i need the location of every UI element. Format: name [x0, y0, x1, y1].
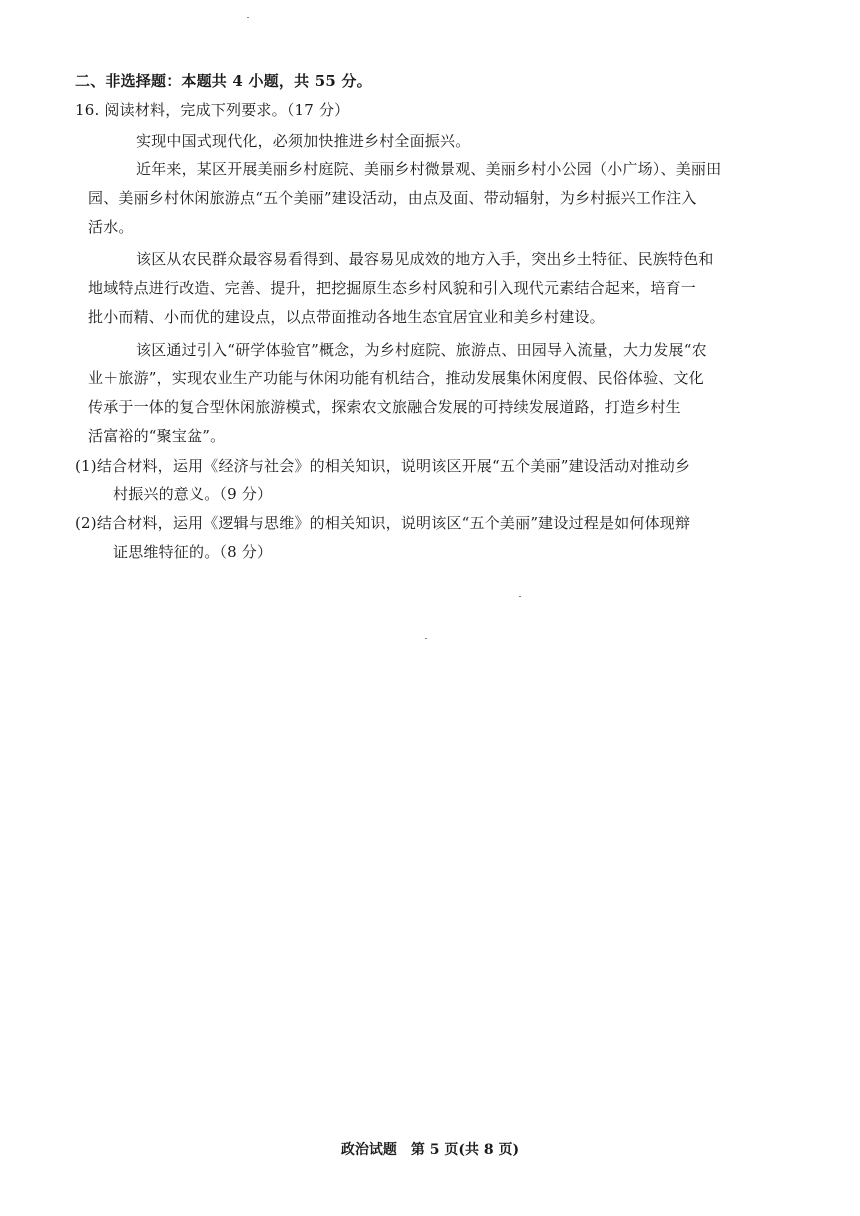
- page-footer: 政治试题 第 5 页(共 8 页): [340, 1142, 520, 1158]
- scan-speck: [519, 596, 521, 597]
- material-paragraph-3-line-2: 地域特点进行改造、完善、提升，把挖掘原生态乡村风貌和引入现代元素结合起来，培育一: [88, 279, 697, 297]
- section-heading: 二、非选择题：本题共 4 小题，共 55 分。: [75, 72, 372, 90]
- material-paragraph-4-line-3: 传承于一体的复合型休闲旅游模式，探索农文旅融合发展的可持续发展道路，打造乡村生: [88, 398, 681, 416]
- sub-question-2-line-2: 证思维特征的。（8 分）: [113, 543, 273, 561]
- scan-speck: [425, 638, 427, 639]
- scan-speck: [247, 17, 249, 18]
- material-paragraph-4-line-4: 活富裕的“聚宝盆”。: [88, 427, 226, 445]
- material-paragraph-2-line-1: 近年来，某区开展美丽乡村庭院、美丽乡村微景观、美丽乡村小公园（小广场）、美丽田: [136, 160, 722, 178]
- material-paragraph-1: 实现中国式现代化，必须加快推进乡村全面振兴。: [136, 132, 471, 150]
- sub-question-2-line-1: (2)结合材料，运用《逻辑与思维》的相关知识，说明该区“五个美丽”建设过程是如何体现辩: [75, 514, 691, 532]
- material-paragraph-2-line-2: 园、美丽乡村休闲旅游点“五个美丽”建设活动，由点及面、带动辐射，为乡村振兴工作注入: [88, 189, 697, 207]
- material-paragraph-4-line-2: 业＋旅游”，实现农业生产功能与休闲功能有机结合，推动发展集休闲度假、民俗体验、文化: [88, 369, 704, 387]
- material-paragraph-2-line-3: 活水。: [88, 218, 134, 236]
- material-paragraph-3-line-1: 该区从农民群众最容易看得到、最容易见成效的地方入手，突出乡土特征、民族特色和: [136, 250, 714, 268]
- sub-question-1-line-2: 村振兴的意义。（9 分）: [113, 485, 273, 503]
- sub-question-1-line-1: (1)结合材料，运用《经济与社会》的相关知识，说明该区开展“五个美丽”建设活动对推动乡: [75, 457, 691, 475]
- material-paragraph-4-line-1: 该区通过引入“研学体验官”概念，为乡村庭院、旅游点、田园导入流量，大力发展“农: [136, 341, 707, 359]
- material-paragraph-3-line-3: 批小而精、小而优的建设点，以点带面推动各地生态宜居宜业和美乡村建设。: [88, 308, 605, 326]
- question-16-title: 16. 阅读材料，完成下列要求。（17 分）: [75, 101, 350, 119]
